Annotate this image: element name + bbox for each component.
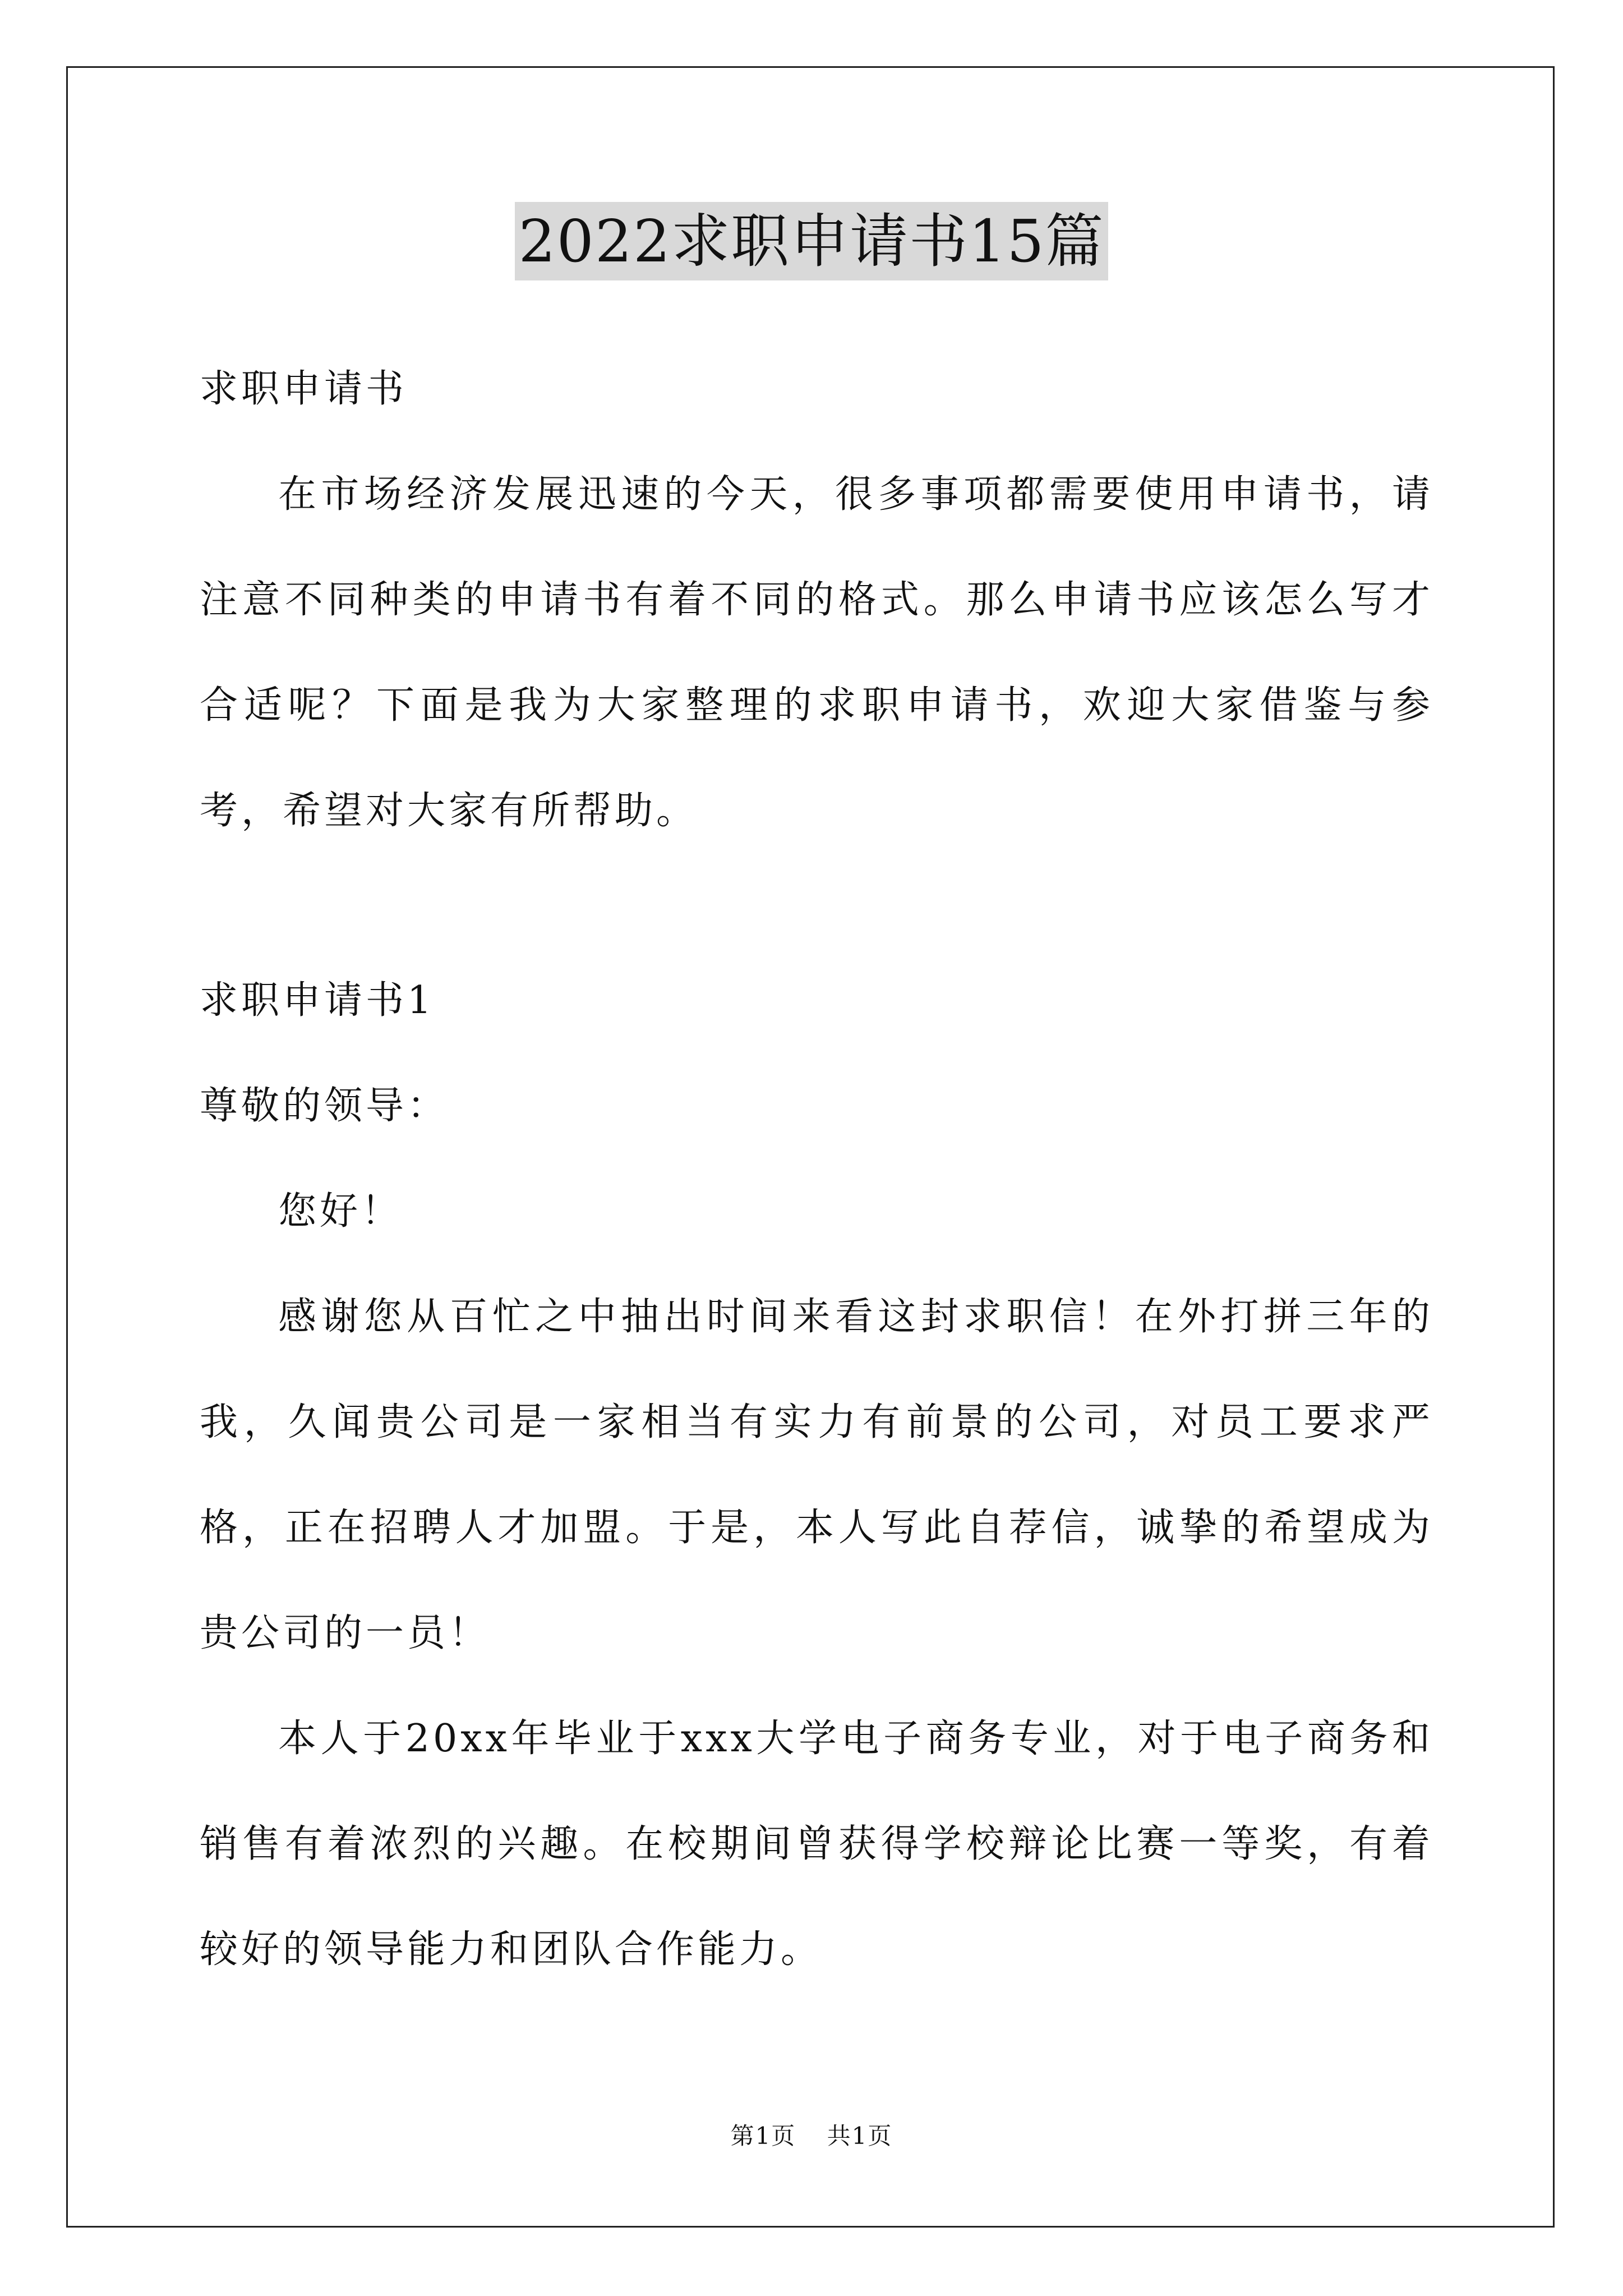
greeting: 您好！ xyxy=(278,1189,403,1234)
document-body xyxy=(200,337,1433,2003)
title-container xyxy=(0,202,1623,280)
section-title: 求职申请书1 xyxy=(200,978,435,1023)
document-title: 2022求职申请书15篇 xyxy=(515,202,1108,280)
section-gap xyxy=(200,864,1433,948)
page-total: 共1页 xyxy=(827,2122,893,2150)
body-paragraph-2: 本人于20xx年毕业于xxx大学电子商务专业，对于电子商务和销售有着浓烈的兴趣。在校期间曾获得学校辩论比赛一等奖，有着较好的领导能力和团队合作能力。 xyxy=(200,1717,1433,1972)
salutation: 尊敬的领导： xyxy=(200,1084,449,1128)
body-paragraph-1: 感谢您从百忙之中抽出时间来看这封求职信！在外打拼三年的我，久闻贵公司是一家相当有实力有前景的公司，对员工要求严格，正在招聘人才加盟。于是，本人写此自荐信，诚挚的希望成为贵公司的一员！ xyxy=(200,1295,1433,1655)
page-number: 第1页 xyxy=(730,2122,796,2150)
page-footer xyxy=(0,2118,1623,2151)
document-heading: 求职申请书 xyxy=(200,367,408,411)
intro-paragraph: 在市场经济发展迅速的今天，很多事项都需要使用申请书，请注意不同种类的申请书有着不同的格式。那么申请书应该怎么写才合适呢？下面是我为大家整理的求职申请书，欢迎大家借鉴与参考，希望对大家有所帮助。 xyxy=(200,472,1433,833)
